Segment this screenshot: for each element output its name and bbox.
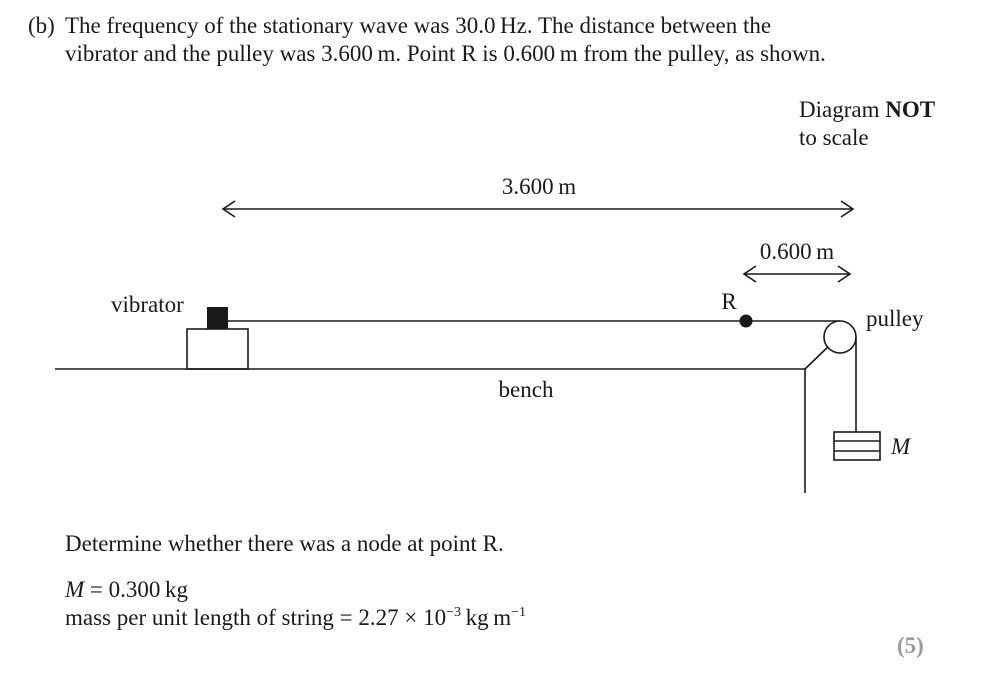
vibrator-label: vibrator	[111, 292, 184, 317]
mass-symbol: M	[65, 577, 85, 602]
bench-label: bench	[498, 377, 554, 402]
mu-exponent: −3	[446, 605, 462, 620]
mu-text: mass per unit length of string = 2.27 × 10	[65, 605, 447, 630]
mass-block	[834, 432, 880, 460]
vibrator-head	[207, 307, 228, 329]
mass-value: = 0.300 kg	[89, 577, 188, 602]
r-distance-label: 0.600 m	[759, 239, 835, 264]
mu-unit: kg m	[461, 605, 512, 630]
pulley-wheel	[824, 321, 856, 353]
note-bold: NOT	[885, 97, 936, 122]
given-mass-per-length	[65, 604, 526, 636]
mu-unit-exponent: −1	[511, 605, 527, 620]
task-text: Determine whether there was a node at point R.	[65, 531, 504, 556]
mass-label: M	[891, 434, 911, 459]
note-line-2: to scale	[799, 125, 869, 150]
vibrator-base	[187, 329, 248, 369]
question-line-2: vibrator and the pulley was 3.600 m. Point R is 0.600 m from the pulley, as shown.	[65, 41, 826, 66]
pulley-label: pulley	[866, 306, 924, 331]
point-r-label: R	[721, 289, 737, 314]
note-prefix: Diagram	[799, 97, 886, 122]
question-text-1: The frequency of the stationary wave was 30.0 Hz. The distance between the	[65, 13, 772, 38]
given-mass	[65, 576, 188, 604]
point-r-dot	[740, 315, 753, 328]
question-label: (b)	[28, 13, 55, 38]
total-distance-label: 3.600 m	[501, 174, 577, 199]
marks-label: (5)	[897, 633, 924, 658]
